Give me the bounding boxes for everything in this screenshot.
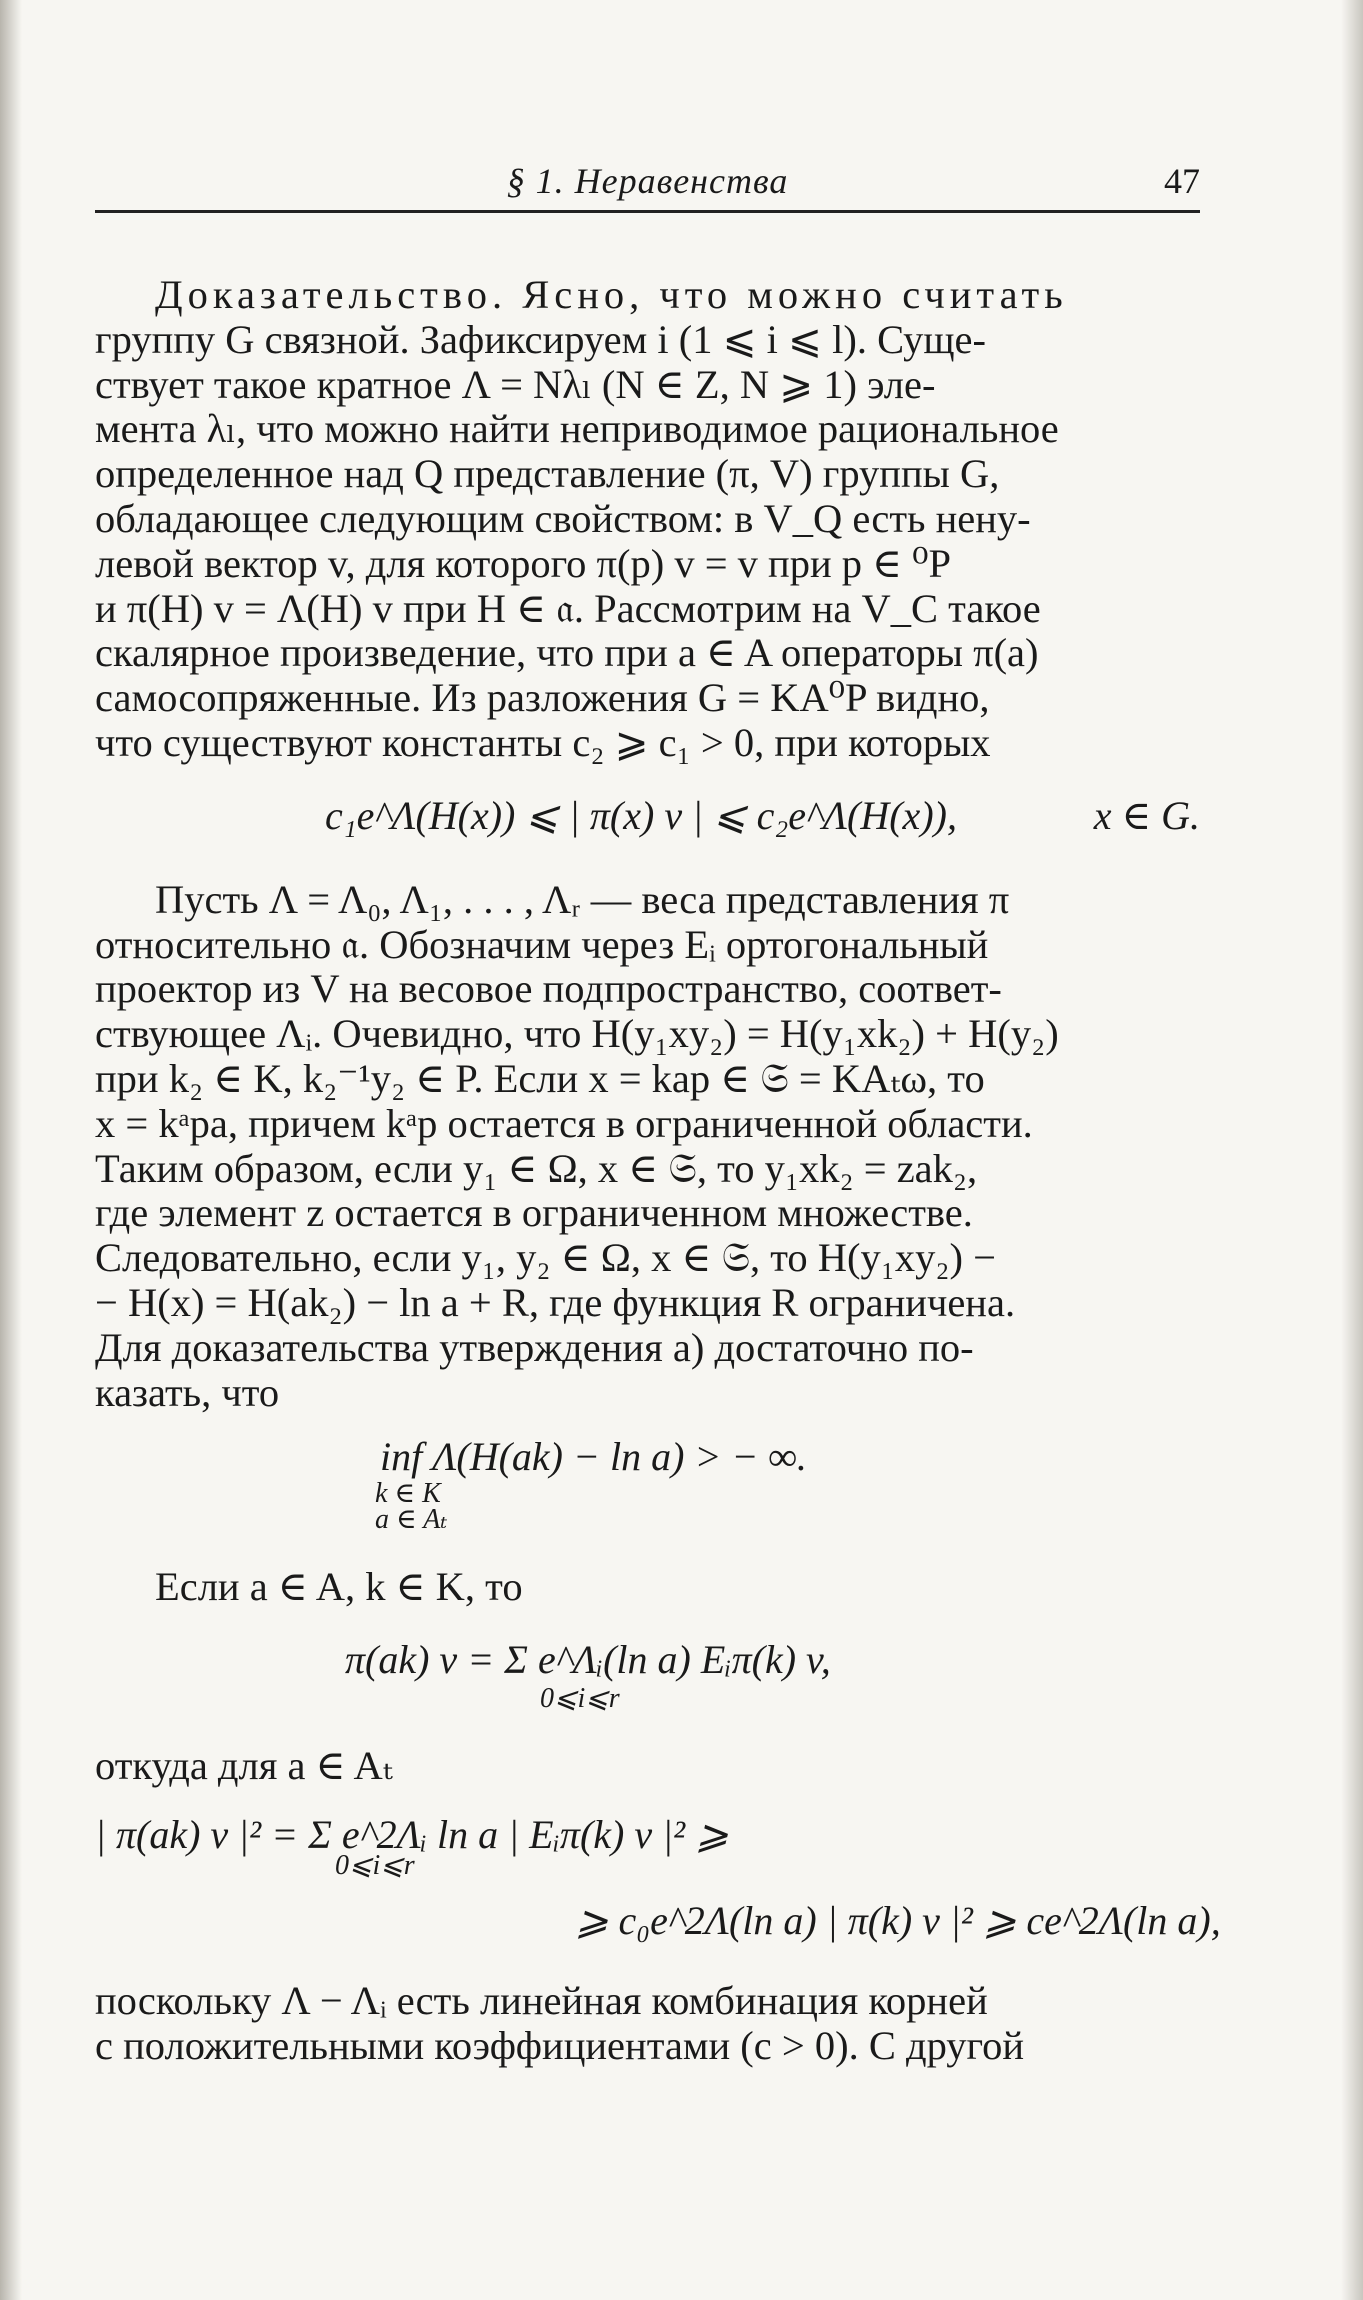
- text-line: Таким образом, если y₁ ∈ Ω, x ∈ 𝔖, то y₁xk₂ = zak₂,: [95, 1145, 978, 1191]
- formula-subscript: 0⩽i⩽r: [540, 1683, 620, 1715]
- formula-decomposition: [345, 1638, 1200, 1682]
- weights-paragraph: [95, 878, 1200, 1416]
- text-line: Пусть Λ = Λ₀, Λ₁, . . . , Λᵣ — веса представления π: [155, 876, 1010, 922]
- text-line: и π(H) v = Λ(H) v при H ∈ 𝔞. Рассмотрим на V_C такое: [95, 585, 1041, 631]
- running-title: § 1. Неравенства: [506, 161, 789, 201]
- text-line: x = kᵃpa, причем kᵃp остается в ограниченной области.: [95, 1100, 1033, 1146]
- text-line: самосопряженные. Из разложения G = KA⁰P видно,: [95, 675, 990, 721]
- text-line: − H(x) = H(ak₂) − ln a + R, где функция R ограничена.: [95, 1279, 1016, 1325]
- text-line: группу G связной. Зафиксируем i (1 ⩽ i ⩽ l). Суще-: [95, 316, 986, 362]
- page-edge-shadow-left: [0, 0, 22, 2300]
- text-line: Доказательство. Ясно, что можно считать: [155, 272, 1068, 317]
- page-number: 47: [1164, 161, 1200, 201]
- formula-text: inf Λ(H(ak) − ln a) > − ∞.: [380, 1434, 807, 1480]
- formula-subscript: a ∈ Aₜ: [375, 1504, 448, 1536]
- text-line: обладающее следующим свойством: в V_Q есть нену-: [95, 495, 1031, 541]
- text-line: определенное над Q представление (π, V) группы G,: [95, 451, 1000, 497]
- running-header: [95, 150, 1200, 213]
- formula-text: | π(ak) v |² = Σ e^2Λᵢ ln a | Eᵢπ(k) v |² ⩾: [95, 1811, 729, 1857]
- text-line: мента λₗ, что можно найти неприводимое рациональное: [95, 406, 1059, 452]
- book-page: [95, 150, 1221, 2069]
- text-line: относительно 𝔞. Обозначим через Eᵢ ортогональный: [95, 921, 989, 967]
- text-paragraph: [95, 1979, 1200, 2069]
- text-line: что существуют константы c₂ ⩾ c₁ > 0, при которых: [95, 719, 991, 765]
- formula-subscript: k ∈ K: [375, 1478, 441, 1510]
- text-line: Если a ∈ A, k ∈ K, то: [155, 1564, 523, 1610]
- text-line: проектор из V на весовое подпространство, соответ-: [95, 966, 1002, 1012]
- text-paragraph: [95, 1565, 1200, 1610]
- text-line: где элемент z остается в ограниченном множестве.: [95, 1190, 973, 1236]
- page-edge-shadow-right: [1341, 0, 1363, 2300]
- formula-subscript: 0⩽i⩽r: [335, 1849, 415, 1881]
- text-line: ствует такое кратное Λ = Nλₗ (N ∈ Z, N ⩾ 1) эле-: [95, 361, 936, 407]
- formula-bound: [325, 794, 1200, 838]
- formula-text: c₁e^Λ(H(x)) ⩽ | π(x) v | ⩽ c₂e^Λ(H(x)),: [325, 792, 957, 838]
- formula-condition: x ∈ G.: [1093, 792, 1200, 838]
- formula-text: ⩾ c₀e^2Λ(ln a) | π(k) v |² ⩾ ce^2Λ(ln a),: [575, 1897, 1221, 1943]
- formula-lower-bound: [575, 1897, 1221, 1943]
- proof-paragraph: [95, 273, 1200, 766]
- formula-text: π(ak) v = Σ e^Λᵢ(ln a) Eᵢπ(k) v,: [345, 1637, 831, 1683]
- text-line: скалярное произведение, что при a ∈ A операторы π(a): [95, 630, 1039, 676]
- text-paragraph: [95, 1744, 1200, 1789]
- text-line: казать, что: [95, 1369, 280, 1415]
- text-line: откуда для a ∈ Aₜ: [95, 1743, 393, 1789]
- text-line: при k₂ ∈ K, k₂⁻¹y₂ ∈ P. Если x = kap ∈ 𝔖 = KAₜω, то: [95, 1055, 985, 1101]
- page-body: [95, 272, 1221, 2069]
- text-line: поскольку Λ − Λᵢ есть линейная комбинация корней: [95, 1977, 988, 2023]
- text-line: Следовательно, если y₁, y₂ ∈ Ω, x ∈ 𝔖, то H(y₁xy₂) −: [95, 1235, 996, 1281]
- text-line: с положительными коэффициентами (c > 0). С другой: [95, 2022, 1025, 2068]
- text-line: левой вектор v, для которого π(p) v = v при p ∈ ⁰P: [95, 540, 952, 586]
- text-line: ствующее Λᵢ. Очевидно, что H(y₁xy₂) = H(y₁xk₂) + H(y₂): [95, 1011, 1059, 1057]
- formula-infimum: [380, 1435, 1200, 1479]
- text-line: Для доказательства утверждения а) достаточно по-: [95, 1324, 974, 1370]
